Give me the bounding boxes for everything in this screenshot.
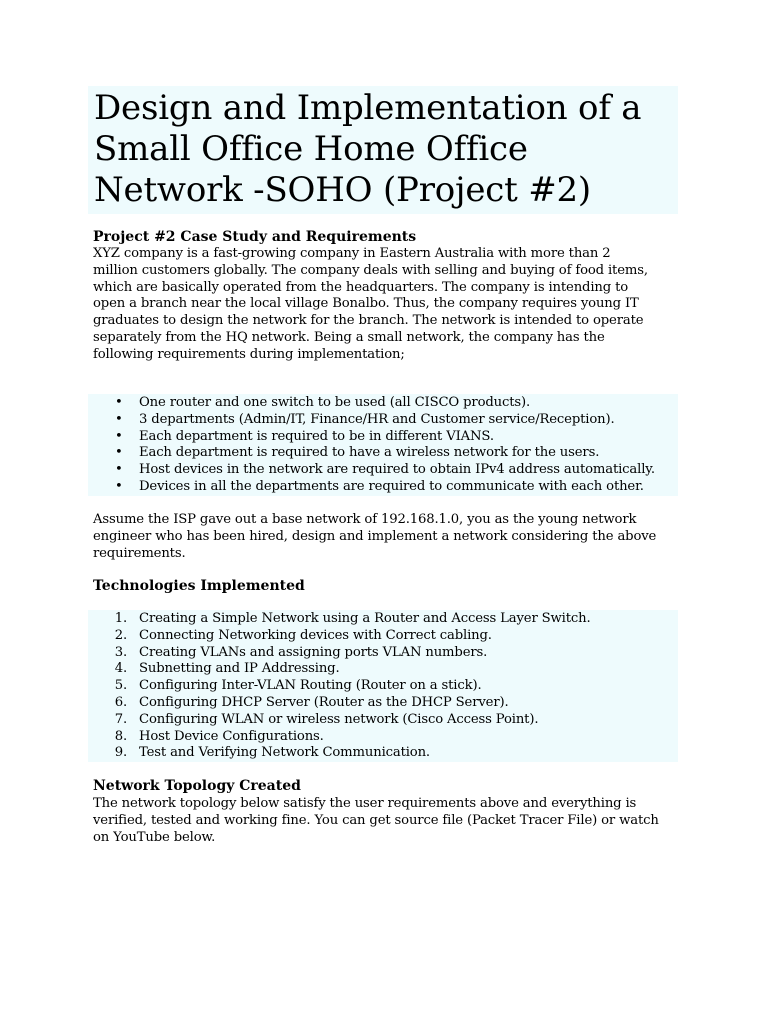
text-line: following requirements during implementation; — [93, 346, 405, 362]
list-item: 5. Configuring Inter-VLAN Routing (Router on a stick). — [114, 678, 482, 694]
list-item: 2. Connecting Networking devices with Correct cabling. — [114, 627, 492, 643]
list-item: 6. Configuring DHCP Server (Router as the DHCP Server). — [114, 694, 509, 710]
list-item: • Each department is required to be in different VIANS. — [115, 428, 494, 444]
bullet-icon: • — [115, 428, 123, 444]
text-line: engineer who has been hired, design and implement a network considering the above — [93, 528, 657, 544]
bullet-icon: • — [115, 445, 123, 461]
text-line: The network topology below satisfy the user requirements above and everything is — [93, 796, 637, 811]
bullet-icon: • — [115, 478, 123, 494]
text-line: verified, tested and working fine. You can get source file (Packet Tracer File) or watch — [93, 812, 659, 828]
list-item: • Host devices in the network are required to obtain IPv4 address automatically. — [115, 462, 655, 478]
topology-paragraph — [93, 796, 683, 846]
list-item: • Devices in all the departments are required to communicate with each other. — [115, 478, 644, 494]
list-item: • Each department is required to have a wireless network for the users. — [115, 445, 600, 461]
list-item: 7. Configuring WLAN or wireless network (Cisco Access Point). — [114, 711, 539, 727]
list-item: 4. Subnetting and IP Addressing. — [114, 661, 340, 677]
document-title: Design and Implementation of a Small Office Home Office Network -SOHO (Project #2) — [94, 88, 642, 210]
case-study-heading: Project #2 Case Study and Requirements — [93, 229, 417, 245]
list-item: 3. Creating VLANs and assigning ports VLAN numbers. — [114, 644, 488, 660]
text-line: requirements. — [93, 545, 186, 561]
list-item: • One router and one switch to be used (all CISCO products). — [115, 395, 531, 410]
text-line: graduates to design the network for the branch. The network is intended to operate — [93, 313, 644, 329]
bullet-icon: • — [115, 395, 123, 410]
text-line: on YouTube below. — [93, 829, 216, 845]
requirements-list — [93, 395, 683, 496]
text-line: which are basically operated from the headquarters. The company is intending to — [93, 279, 629, 295]
text-line: open a branch near the local village Bonalbo. Thus, the company requires young IT — [93, 296, 639, 312]
topology-heading: Network Topology Created — [93, 778, 301, 794]
bullet-icon: • — [115, 462, 123, 478]
list-item: • 3 departments (Admin/IT, Finance/HR and Customer service/Reception). — [115, 411, 615, 427]
list-item: 1. Creating a Simple Network using a Router and Access Layer Switch. — [114, 611, 591, 626]
text-line: Assume the ISP gave out a base network of 192.168.1.0, you as the young network — [93, 512, 637, 527]
technologies-list — [93, 611, 683, 762]
text-line: million customers globally. The company deals with selling and buying of food items, — [93, 262, 648, 278]
assume-paragraph — [93, 512, 683, 562]
list-item: 9. Test and Verifying Network Communication. — [114, 745, 430, 761]
text-line: XYZ company is a fast-growing company in Eastern Australia with more than 2 — [93, 246, 611, 261]
bullet-icon: • — [115, 411, 123, 427]
technologies-heading: Technologies Implemented — [93, 578, 305, 594]
text-line: separately from the HQ network. Being a small network, the company has the — [93, 329, 605, 345]
list-item: 8. Host Device Configurations. — [114, 728, 324, 744]
case-study-paragraph — [93, 246, 683, 364]
